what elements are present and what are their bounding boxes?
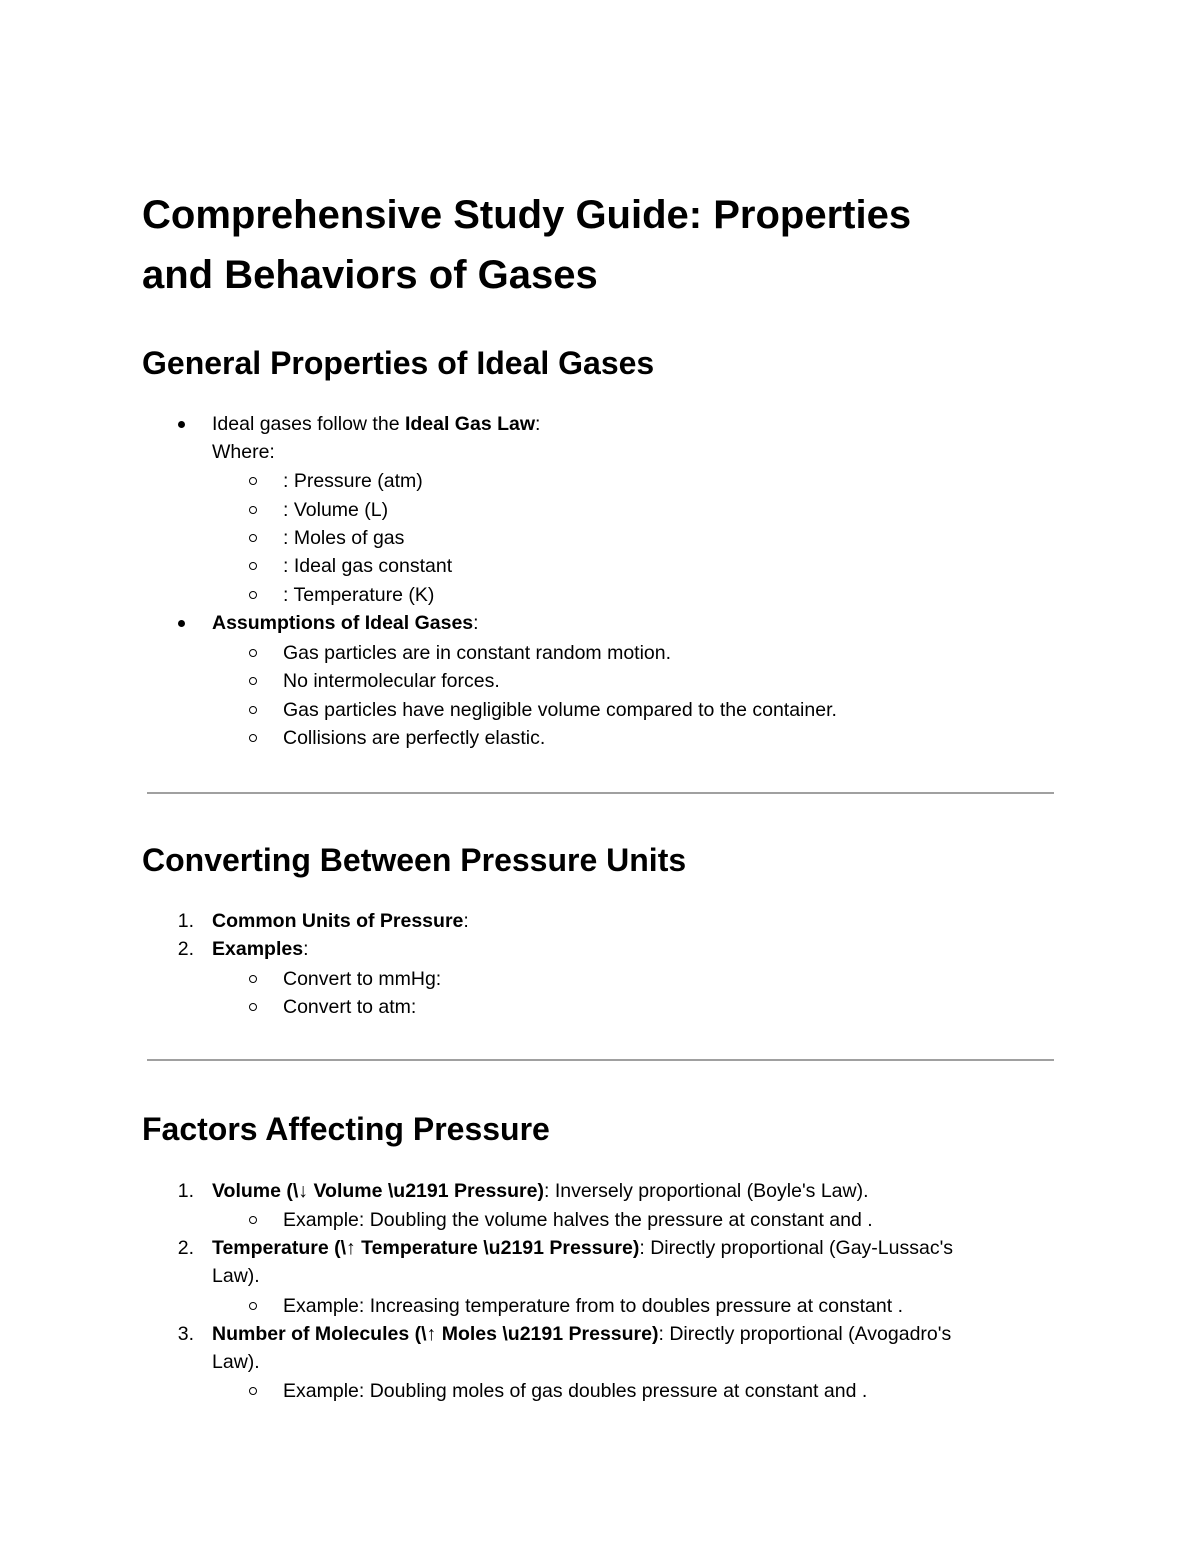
where-label: Where: — [212, 441, 275, 463]
examples-item — [212, 937, 308, 961]
assumptions-item — [212, 611, 479, 635]
variable-item: : Moles of gas — [283, 527, 405, 549]
section-heading-pressure-units: Converting Between Pressure Units — [142, 842, 687, 878]
list-number: 2. — [177, 1237, 194, 1259]
item-bold-text: Temperature (\↑ Temperature \u2191 Pressure) — [212, 1237, 640, 1259]
circle-bullet-icon — [249, 1003, 257, 1011]
example-item: Convert to atm: — [283, 996, 417, 1018]
circle-bullet-icon — [249, 506, 257, 514]
item-text: : Inversely proportional (Boyle's Law). — [543, 1180, 869, 1202]
example-item: Example: Increasing temperature from to doubles pressure at constant . — [283, 1295, 903, 1317]
variable-item: : Volume (L) — [283, 499, 389, 521]
horizontal-divider — [147, 792, 1054, 794]
circle-bullet-icon — [249, 477, 257, 485]
item-bold-text: Examples — [212, 938, 304, 960]
factor-molecules-item — [212, 1322, 951, 1346]
variable-item: : Pressure (atm) — [283, 470, 423, 492]
bullet-icon — [178, 620, 185, 627]
item-bold-text: Common Units of Pressure — [212, 910, 464, 932]
circle-bullet-icon — [249, 534, 257, 542]
circle-bullet-icon — [249, 1302, 257, 1310]
item-bold-text: Assumptions of Ideal Gases — [212, 612, 474, 634]
bullet-icon — [178, 421, 185, 428]
circle-bullet-icon — [249, 591, 257, 599]
section-heading-ideal-gases: General Properties of Ideal Gases — [142, 345, 655, 381]
circle-bullet-icon — [249, 562, 257, 570]
common-units-item — [212, 909, 469, 933]
circle-bullet-icon — [249, 1387, 257, 1395]
item-text: : Directly proportional (Avogadro's — [658, 1323, 952, 1345]
item-text: : — [463, 910, 469, 932]
list-number: 1. — [177, 910, 194, 932]
variable-item: : Temperature (K) — [283, 584, 435, 606]
item-text: : — [473, 612, 479, 634]
example-item: Example: Doubling moles of gas doubles pressure at constant and . — [283, 1380, 868, 1402]
list-number: 3. — [177, 1323, 194, 1345]
example-item: Convert to mmHg: — [283, 968, 442, 990]
assumption-item: No intermolecular forces. — [283, 670, 500, 692]
assumption-item: Gas particles are in constant random motion. — [283, 642, 672, 664]
section-heading-factors: Factors Affecting Pressure — [142, 1111, 550, 1147]
horizontal-divider — [147, 1059, 1054, 1061]
circle-bullet-icon — [249, 649, 257, 657]
factor-volume-item — [212, 1179, 869, 1203]
circle-bullet-icon — [249, 975, 257, 983]
assumption-item: Gas particles have negligible volume compared to the container. — [283, 699, 837, 721]
circle-bullet-icon — [249, 1216, 257, 1224]
ideal-gas-law-item — [212, 412, 540, 436]
circle-bullet-icon — [249, 734, 257, 742]
example-item: Example: Doubling the volume halves the pressure at constant and . — [283, 1209, 873, 1231]
assumption-item: Collisions are perfectly elastic. — [283, 727, 546, 749]
item-text: : — [535, 413, 541, 435]
item-bold-text: Volume (\↓ Volume \u2191 Pressure) — [212, 1180, 544, 1202]
item-text: : — [303, 938, 309, 960]
item-bold-text: Number of Molecules (\↑ Moles \u2191 Pressure) — [212, 1323, 659, 1345]
item-continuation: Law). — [212, 1351, 260, 1373]
circle-bullet-icon — [249, 706, 257, 714]
item-text: : Directly proportional (Gay-Lussac's — [639, 1237, 954, 1259]
factor-temperature-item — [212, 1236, 953, 1260]
page-title-line-2: and Behaviors of Gases — [142, 253, 598, 297]
circle-bullet-icon — [249, 677, 257, 685]
item-continuation: Law). — [212, 1265, 260, 1287]
item-bold-text: Ideal Gas Law — [404, 413, 536, 435]
variable-item: : Ideal gas constant — [283, 555, 453, 577]
item-text: Ideal gases follow the — [212, 413, 405, 435]
list-number: 2. — [177, 938, 194, 960]
list-number: 1. — [177, 1180, 194, 1202]
page-title-line-1: Comprehensive Study Guide: Properties — [142, 193, 912, 237]
